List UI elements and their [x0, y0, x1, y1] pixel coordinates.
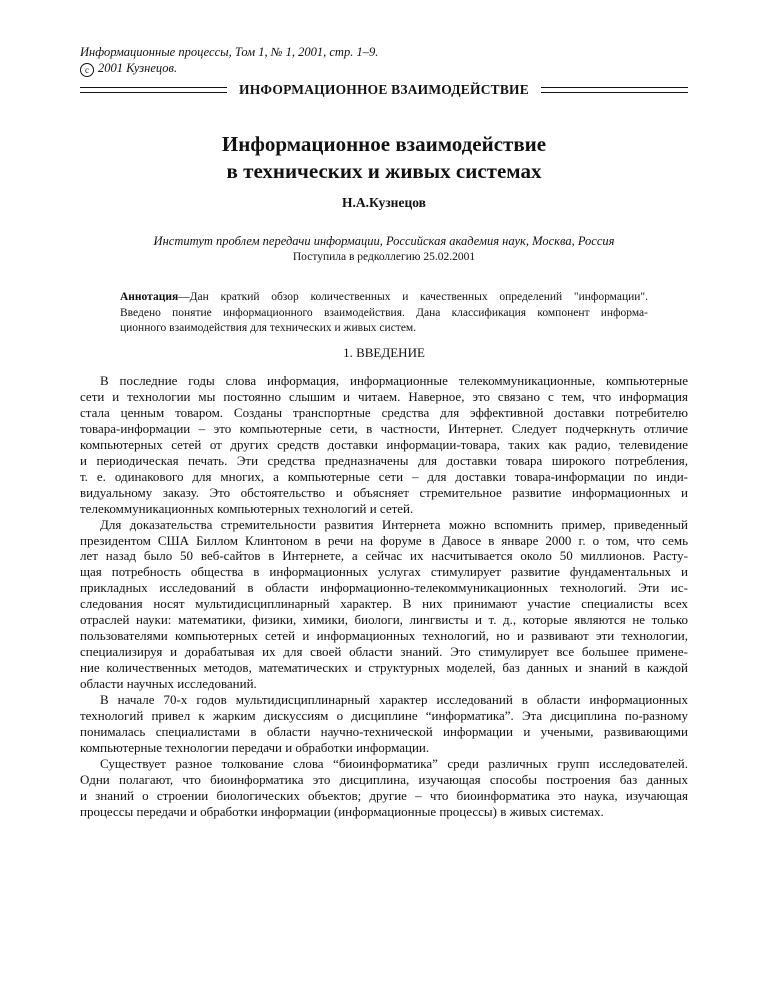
double-rule-right: [541, 87, 688, 93]
body-line: видуальному заказу. Это обстоятельство и объясняет стремительное развитие информационных и: [80, 484, 688, 500]
abstract-line: [120, 290, 648, 306]
copyright-line: [80, 60, 680, 77]
abstract-line-1-text: —Дан краткий обзор количественных и качественных определений "информации".: [178, 291, 648, 303]
body-line: компьютерных сетей от других средств доставки информации-товара, таких как радио, телевидение: [80, 436, 688, 452]
body-text: [80, 373, 688, 820]
body-line: отраслей науки: математики, физики, химики, биологи, лингвисты и т. д., которые являются не только: [80, 612, 688, 628]
body-line: пользователями компьютерных сетей и информационных технологий, но и развивают эти технологии,: [80, 628, 688, 644]
journal-citation: Информационные процессы, Том 1, № 1, 2001, стр. 1–9.: [80, 45, 379, 59]
body-line: лет назад было 50 веб-сайтов в Интернете, а сейчас их насчитывается около 50 миллионов. Расту-: [80, 548, 688, 564]
body-line: области научных исследований.: [80, 676, 257, 692]
affiliation: Институт проблем передачи информации, Российская академия наук, Москва, Россия: [153, 234, 615, 248]
body-line: телекоммуникационных компьютерных технологий и сетей.: [80, 500, 414, 516]
journal-reference: [80, 44, 680, 77]
received-date: Поступила в редколлегию 25.02.2001: [292, 251, 476, 263]
body-line: следования носят мультидисциплинарный характер. В них принимают участие специалисты всех: [80, 596, 688, 612]
abstract: [120, 290, 648, 337]
paper-title: [80, 131, 688, 185]
abstract-line: Введено понятие информационного взаимодействия. Дана классификация компонент информа-: [120, 306, 648, 319]
title-line-1: Информационное взаимодействие: [221, 132, 547, 156]
abstract-line: ционного взаимодействия для технических и живых систем.: [120, 322, 417, 334]
body-line: и периодическая печать. Эти средства предназначены для доставки товара широкого потребления,: [80, 452, 688, 468]
body-line: товара-информации – это компьютерные сети, в частности, Интернет. Следует подчеркнуть отличие: [80, 420, 688, 436]
body-line: Одни полагают, что биоинформатика это дисциплина, изучающая способы построения баз данных: [80, 771, 688, 787]
copyright-icon: c: [80, 63, 94, 77]
body-line: понималась специалистами в области научно-технической информации и учеными, развивающими: [80, 723, 688, 739]
body-line: Существует разное толкование слова “биоинформатика” среди различных групп исследователей.: [100, 755, 688, 771]
body-line: ние количественных методов, математических и структурных моделей, баз данных и знаний в каждой: [80, 660, 688, 676]
body-line: прикладных исследований в области информационно-телекоммуникационных технологий. Эти ис-: [80, 580, 688, 596]
body-line: стала ценным товаром. Созданы транспортные средства для эффективной доставки потребителю: [80, 404, 688, 420]
body-line: щая потребность общества в информационных услугах стимулирует развитие фундаментальных и: [80, 564, 688, 580]
double-rule-left: [80, 87, 227, 93]
title-line-2: в технических и живых системах: [226, 159, 542, 183]
section-label: ИНФОРМАЦИОННОЕ ВЗАИМОДЕЙСТВИЕ: [239, 82, 529, 97]
body-line: Для доказательства стремительности развития Интернета можно вспомнить пример, приведенный: [100, 516, 688, 532]
body-line: и знаний о строении биологических объектов; другие – что биоинформатика это наука, изучающая: [80, 787, 688, 803]
body-line: технологий привел к жарким дискуссиям о дисциплине “информатика”. Эта дисциплина по-разному: [80, 708, 688, 724]
author-name: Н.А.Кузнецов: [342, 195, 426, 210]
body-line: сети и технологии мы постоянно слышим и читаем. Наверное, это связано с тем, что информация: [80, 388, 688, 404]
section-header: [80, 80, 688, 100]
abstract-lead: Аннотация: [120, 291, 179, 303]
body-line: процессы передачи и обработки информации (информационные процессы) в живых системах.: [80, 803, 604, 819]
section-heading-introduction: 1. ВВЕДЕНИЕ: [343, 345, 425, 360]
body-line: специализируя и дорабатывая их для своей области знаний. Это стимулирует все большее примене-: [80, 644, 688, 660]
copyright-text: 2001 Кузнецов.: [98, 61, 178, 75]
body-line: В начале 70-х годов мультидисциплинарный характер исследований в области информационных: [100, 692, 688, 708]
body-line: компьютерные технологии передачи и обработки информации.: [80, 739, 430, 755]
body-line: т. е. одинакового для многих, а компьютерные сети – для доставки товара-информации по инди-: [80, 468, 688, 484]
body-line: президентом США Биллом Клинтоном в речи на форуме в Давосе в январе 2000 г. о том, что семь: [80, 532, 688, 548]
body-line: В последние годы слова информация, информационные телекоммуникационные, компьютерные: [100, 373, 688, 388]
